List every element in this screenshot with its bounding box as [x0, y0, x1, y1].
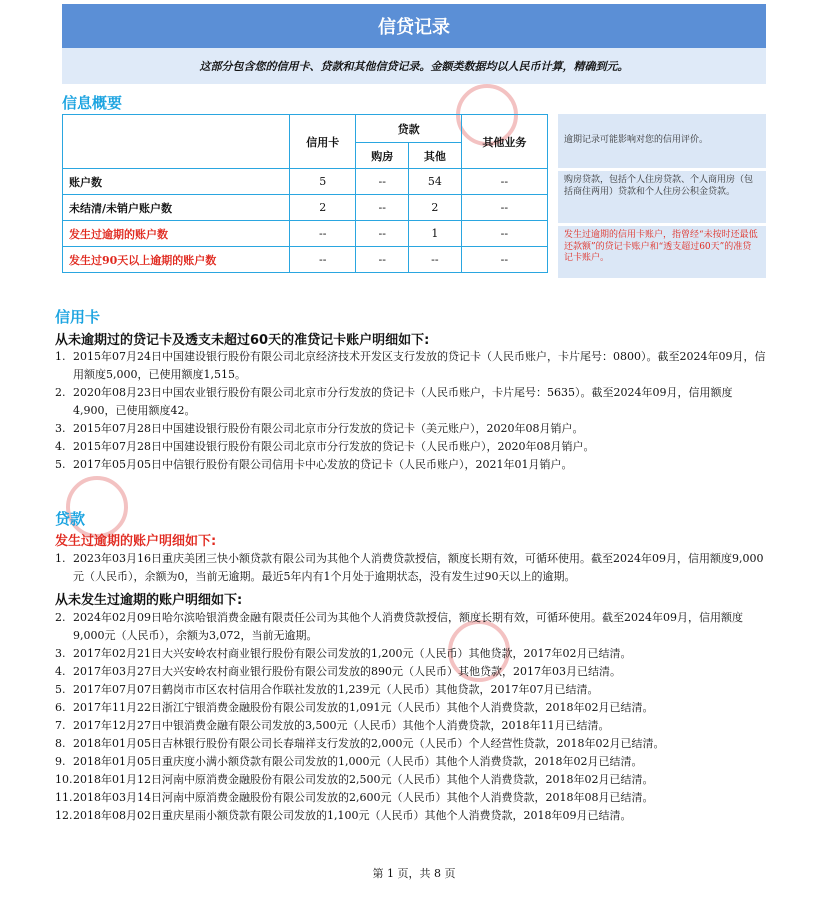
cell-cc: 2	[290, 195, 356, 221]
overview-notes	[558, 114, 766, 281]
cell-biz: --	[461, 169, 547, 195]
table-row	[63, 169, 548, 195]
list-item: 12.2018年08月02日重庆星雨小额贷款有限公司发放的1,100元（人民币）其他个人消费贷款，2018年09月已结清。	[55, 809, 632, 822]
page-title: 信贷记录	[62, 4, 766, 48]
list-item: 2. 2024年02月09日哈尔滨哈银消费金融有限责任公司为其他个人消费贷款授信，额度长期有效，可循环使用。截至2024年09月，信用额度9,000元（人民币），余额为3,072，当前无逾期。	[55, 611, 743, 642]
col-credit-card: 信用卡	[290, 115, 356, 169]
intro-text: 这部分包含您的信用卡、贷款和其他信贷记录。金额类数据均以人民币计算，精确到元。	[62, 48, 766, 84]
cell-other: --	[409, 247, 462, 273]
credit-card-subheading: 从未逾期过的贷记卡及透支未超过60天的准贷记卡账户明细如下:	[55, 333, 430, 348]
overview-table	[62, 114, 548, 273]
note-item: 逾期记录可能影响对您的信用评价。	[558, 114, 766, 168]
row-label: 账户数	[63, 169, 290, 195]
note-item: 购房贷款，包括个人住房贷款、个人商用房（包括商住两用）贷款和个人住房公积金贷款。	[558, 171, 766, 223]
row-label: 未结清/未销户账户数	[63, 195, 290, 221]
list-item: 1. 2023年03月16日重庆美团三快小额贷款有限公司为其他个人消费贷款授信，额度长期有效，可循环使用。截至2024年09月，信用额度9,000元（人民币），余额为0，当前无逾期。最近5年内有1个月处于逾期状态，没有发生过90天以上的逾期。	[55, 552, 764, 583]
cell-house: --	[356, 195, 409, 221]
cell-other: 1	[409, 221, 462, 247]
col-housing: 购房	[356, 143, 409, 169]
overdue-heading: 发生过逾期的账户明细如下:	[55, 534, 217, 549]
cell-biz: --	[461, 221, 547, 247]
list-item: 1. 2015年07月24日中国建设银行股份有限公司北京经济技术开发区支行发放的贷记卡（人民币账户，卡片尾号：0800）。截至2024年09月，信用额度5,000，已使用额度1,515。	[55, 350, 766, 381]
row-label: 发生过90天以上逾期的账户数	[63, 247, 290, 273]
overview-title: 信息概要	[62, 94, 123, 112]
col-loan: 贷款	[356, 115, 461, 143]
credit-card-list	[55, 348, 773, 474]
normal-list	[55, 609, 773, 825]
cell-cc: --	[290, 247, 356, 273]
normal-heading: 从未发生过逾期的账户明细如下:	[55, 593, 243, 608]
cell-other: 2	[409, 195, 462, 221]
list-item: 10.2018年01月12日河南中原消费金融股份有限公司发放的2,500元（人民币）其他个人消费贷款，2018年02月已结清。	[55, 773, 654, 786]
list-item: 9. 2018年01月05日重庆度小满小额贷款有限公司发放的1,000元（人民币）其他个人消费贷款，2018年02月已结清。	[55, 755, 643, 768]
note-item: 发生过逾期的信用卡账户，指曾经“未按时还最低还款额”的贷记卡账户和“透支超过60天”的准贷记卡账户。	[558, 226, 766, 278]
cell-house: --	[356, 247, 409, 273]
cell-biz: --	[461, 195, 547, 221]
list-item: 5. 2017年07月07日鹤岗市市区农村信用合作联社发放的1,239元（人民币）其他贷款，2017年07月已结清。	[55, 683, 599, 696]
table-row	[63, 195, 548, 221]
cell-cc: 5	[290, 169, 356, 195]
list-item: 6. 2017年11月22日浙江宁银消费金融股份有限公司发放的1,091元（人民币）其他个人消费贷款，2018年02月已结清。	[55, 701, 654, 714]
row-label: 发生过逾期的账户数	[63, 221, 290, 247]
list-item: 3. 2017年02月21日大兴安岭农村商业银行股份有限公司发放的1,200元（人民币）其他贷款，2017年02月已结清。	[55, 647, 632, 660]
list-item: 7. 2017年12月27日中银消费金融有限公司发放的3,500元（人民币）其他个人消费贷款，2018年11月已结清。	[55, 719, 610, 732]
page-number: 第 1 页，共 8 页	[372, 867, 456, 880]
list-item: 8. 2018年01月05日吉林银行股份有限公司长春瑞祥支行发放的2,000元（人民币）个人经营性贷款，2018年02月已结清。	[55, 737, 665, 750]
cell-biz: --	[461, 247, 547, 273]
list-item: 2. 2020年08月23日中国农业银行股份有限公司北京市分行发放的贷记卡（人民币账户，卡片尾号：5635）。截至2024年09月，信用额度4,900，已使用额度42。	[55, 386, 733, 417]
list-item: 4. 2017年03月27日大兴安岭农村商业银行股份有限公司发放的890元（人民币）其他贷款，2017年03月已结清。	[55, 665, 621, 678]
list-item: 4. 2015年07月28日中国建设银行股份有限公司北京市分行发放的贷记卡（人民币账户），2020年08月销户。	[55, 440, 595, 453]
loans-title: 贷款	[55, 510, 86, 528]
list-item: 11.2018年03月14日河南中原消费金融股份有限公司发放的2,600元（人民币）其他个人消费贷款，2018年08月已结清。	[55, 791, 654, 804]
cell-other: 54	[409, 169, 462, 195]
table-row	[63, 247, 548, 273]
corner-cell	[63, 115, 290, 169]
cell-cc: --	[290, 221, 356, 247]
cell-house: --	[356, 221, 409, 247]
table-row	[63, 221, 548, 247]
overdue-list	[55, 550, 773, 586]
col-other-business: 其他业务	[461, 115, 547, 169]
col-other: 其他	[409, 143, 462, 169]
cell-house: --	[356, 169, 409, 195]
credit-card-title: 信用卡	[55, 308, 101, 326]
list-item: 5. 2017年05月05日中信银行股份有限公司信用卡中心发放的贷记卡（人民币账户），2021年01月销户。	[55, 458, 573, 471]
list-item: 3. 2015年07月28日中国建设银行股份有限公司北京市分行发放的贷记卡（美元账户），2020年08月销户。	[55, 422, 584, 435]
